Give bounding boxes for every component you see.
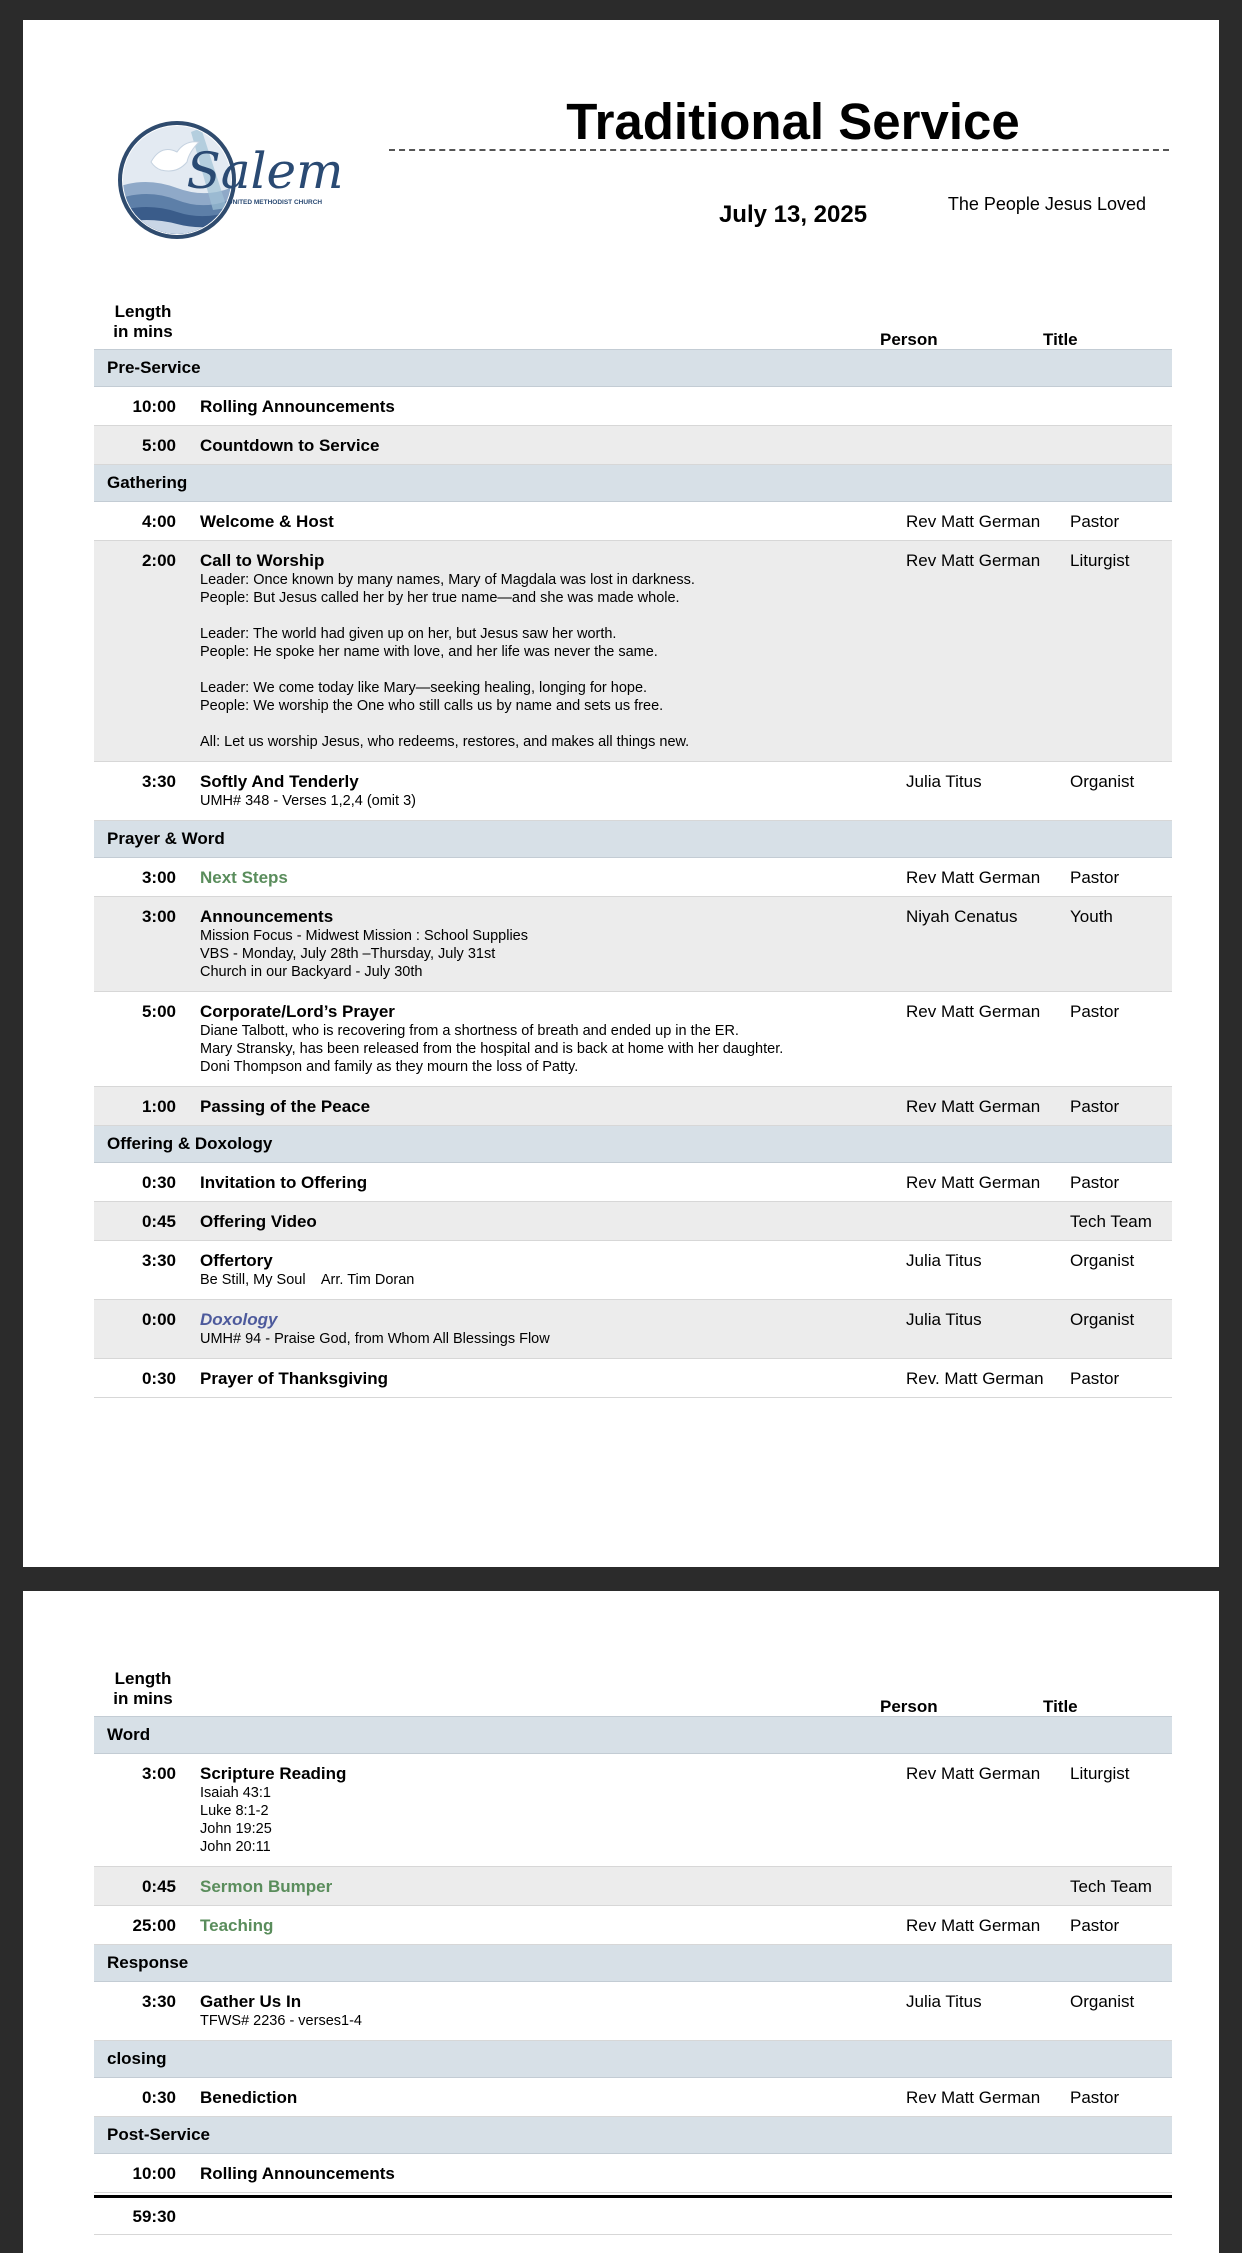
service-item-row bbox=[94, 897, 1172, 992]
item-details bbox=[200, 1330, 920, 1348]
item-person: Rev Matt German bbox=[906, 2088, 1041, 2107]
item-length: 3:30 bbox=[141, 1251, 176, 1270]
item-content bbox=[200, 2164, 920, 2184]
item-title: Announcements bbox=[200, 907, 334, 926]
service-item-row bbox=[94, 1087, 1172, 1126]
section-header bbox=[94, 350, 1172, 387]
item-title: Prayer of Thanksgiving bbox=[200, 1369, 388, 1388]
item-role: Pastor bbox=[1070, 1369, 1120, 1388]
item-title: Doxology bbox=[200, 1310, 278, 1329]
item-content bbox=[200, 512, 920, 532]
item-length: 0:30 bbox=[141, 1173, 176, 1192]
service-page-1 bbox=[23, 20, 1219, 1567]
item-title: Scripture Reading bbox=[200, 1764, 347, 1783]
item-content bbox=[200, 1916, 920, 1936]
item-details bbox=[200, 571, 920, 751]
service-item-row bbox=[94, 1202, 1172, 1241]
item-title: Next Steps bbox=[200, 868, 288, 887]
item-title: Corporate/Lord’s Prayer bbox=[200, 1002, 395, 1021]
item-role: Organist bbox=[1070, 772, 1135, 791]
section-header bbox=[94, 821, 1172, 858]
item-content bbox=[200, 1369, 920, 1389]
section-header bbox=[94, 2117, 1172, 2154]
item-role: Pastor bbox=[1070, 512, 1120, 531]
item-detail-line bbox=[200, 661, 920, 679]
item-detail-line bbox=[200, 607, 920, 625]
item-length: 0:45 bbox=[141, 1212, 176, 1231]
item-person: Rev Matt German bbox=[906, 1173, 1041, 1192]
service-item-row bbox=[94, 1867, 1172, 1906]
service-title: Traditional Service bbox=[566, 93, 1020, 150]
length-column-header-p2: Length in mins bbox=[113, 1669, 173, 1708]
item-title: Countdown to Service bbox=[200, 436, 380, 455]
item-length: 3:00 bbox=[141, 1764, 176, 1783]
item-role: Youth bbox=[1070, 907, 1113, 926]
item-person: Niyah Cenatus bbox=[906, 907, 1018, 926]
section-header bbox=[94, 2041, 1172, 2078]
item-role: Pastor bbox=[1070, 2088, 1120, 2107]
item-title: Softly And Tenderly bbox=[200, 772, 359, 791]
item-detail-line: Mary Stransky, has been released from the hospital and is back at home with her daughter. bbox=[200, 1041, 784, 1057]
item-role: Organist bbox=[1070, 1310, 1135, 1329]
service-item-row bbox=[94, 387, 1172, 426]
svg-text:UNITED METHODIST CHURCH: UNITED METHODIST CHURCH bbox=[227, 199, 323, 206]
item-title: Gather Us In bbox=[200, 1992, 302, 2011]
section-header bbox=[94, 1717, 1172, 1754]
item-title: Offertory bbox=[200, 1251, 273, 1270]
section-title: Prayer & Word bbox=[107, 829, 225, 848]
section-title: Post-Service bbox=[107, 2125, 210, 2144]
item-content bbox=[200, 1764, 920, 1856]
item-title: Welcome & Host bbox=[200, 512, 334, 531]
item-detail-line: UMH# 94 - Praise God, from Whom All Blessings Flow bbox=[200, 1331, 550, 1347]
item-title: Invitation to Offering bbox=[200, 1173, 368, 1192]
title-column-header-p2: Title bbox=[1043, 1697, 1078, 1716]
section-title: Pre-Service bbox=[107, 358, 201, 377]
item-content bbox=[200, 1097, 920, 1117]
item-detail-line: Diane Talbott, who is recovering from a shortness of breath and ended up in the ER. bbox=[200, 1023, 739, 1039]
item-length: 0:30 bbox=[141, 1369, 176, 1388]
service-item-row bbox=[94, 992, 1172, 1087]
item-content bbox=[200, 907, 920, 981]
item-title: Offering Video bbox=[200, 1212, 317, 1231]
item-length: 3:30 bbox=[141, 772, 176, 791]
section-header bbox=[94, 1945, 1172, 1982]
section-title: Word bbox=[107, 1725, 151, 1744]
order-of-service-table-p2 bbox=[94, 1716, 1172, 2235]
total-row bbox=[94, 2195, 1172, 2235]
item-length: 4:00 bbox=[141, 512, 176, 531]
item-person: Julia Titus bbox=[906, 1310, 982, 1329]
length-column-header: Length in mins bbox=[113, 302, 173, 341]
item-details bbox=[200, 1784, 920, 1856]
service-item-row bbox=[94, 1300, 1172, 1359]
section-title: Response bbox=[107, 1953, 189, 1972]
item-detail-line: People: We worship the One who still calls us by name and sets us free. bbox=[200, 698, 664, 714]
section-title: Gathering bbox=[107, 473, 188, 492]
item-length: 2:00 bbox=[141, 551, 176, 570]
service-item-row bbox=[94, 1163, 1172, 1202]
item-content bbox=[200, 1310, 920, 1348]
item-length: 0:45 bbox=[141, 1877, 176, 1896]
service-item-row bbox=[94, 2154, 1172, 2193]
service-theme: The People Jesus Loved bbox=[947, 194, 1146, 214]
service-item-row bbox=[94, 1982, 1172, 2041]
service-item-row bbox=[94, 858, 1172, 897]
service-page-2 bbox=[23, 1591, 1219, 2253]
item-length: 3:30 bbox=[141, 1992, 176, 2011]
person-column-header-p2: Person bbox=[880, 1697, 938, 1716]
item-person: Julia Titus bbox=[906, 1992, 982, 2011]
item-person: Rev Matt German bbox=[906, 551, 1041, 570]
item-detail-line: Church in our Backyard - July 30th bbox=[200, 964, 423, 980]
item-detail-line: Leader: We come today like Mary—seeking healing, longing for hope. bbox=[200, 680, 648, 696]
item-person: Rev Matt German bbox=[906, 1916, 1041, 1935]
item-length: 5:00 bbox=[141, 1002, 176, 1021]
item-details bbox=[200, 1271, 920, 1289]
item-detail-line: VBS - Monday, July 28th –Thursday, July 31st bbox=[200, 946, 496, 962]
item-length: 3:00 bbox=[141, 868, 176, 887]
item-title: Teaching bbox=[200, 1916, 274, 1935]
order-of-service-table bbox=[94, 349, 1172, 1398]
title-column-header: Title bbox=[1043, 330, 1078, 349]
item-detail-line: Mission Focus - Midwest Mission : School Supplies bbox=[200, 928, 528, 944]
service-item-row bbox=[94, 1754, 1172, 1867]
item-content bbox=[200, 397, 920, 417]
item-length: 0:00 bbox=[141, 1310, 176, 1329]
item-person: Rev. Matt German bbox=[906, 1369, 1044, 1388]
item-title: Rolling Announcements bbox=[200, 2164, 395, 2183]
item-role: Organist bbox=[1070, 1251, 1135, 1270]
item-detail-line: UMH# 348 - Verses 1,2,4 (omit 3) bbox=[200, 793, 416, 809]
item-content bbox=[200, 436, 920, 456]
item-title: Call to Worship bbox=[200, 551, 325, 570]
item-person: Rev Matt German bbox=[906, 868, 1041, 887]
section-header bbox=[94, 1126, 1172, 1163]
item-person: Rev Matt German bbox=[906, 1002, 1041, 1021]
service-item-row bbox=[94, 541, 1172, 762]
item-detail-line: John 19:25 bbox=[200, 1821, 272, 1837]
item-content bbox=[200, 1173, 920, 1193]
item-detail-line: People: But Jesus called her by her true name—and she was made whole. bbox=[200, 590, 680, 606]
item-title: Passing of the Peace bbox=[200, 1097, 371, 1116]
item-detail-line: Be Still, My Soul Arr. Tim Doran bbox=[200, 1272, 415, 1288]
item-content bbox=[200, 1992, 920, 2030]
section-header bbox=[94, 465, 1172, 502]
total-length: 59:30 bbox=[132, 2207, 176, 2226]
item-detail-line: Leader: The world had given up on her, but Jesus saw her worth. bbox=[200, 626, 617, 642]
item-content bbox=[200, 2088, 920, 2108]
item-details bbox=[200, 2012, 920, 2030]
service-item-row bbox=[94, 1359, 1172, 1398]
item-length: 0:30 bbox=[141, 2088, 176, 2107]
item-detail-line: People: He spoke her name with love, and her life was never the same. bbox=[200, 644, 658, 660]
item-details bbox=[200, 927, 920, 981]
item-role: Pastor bbox=[1070, 1916, 1120, 1935]
item-role: Tech Team bbox=[1070, 1877, 1152, 1896]
service-item-row bbox=[94, 502, 1172, 541]
service-item-row bbox=[94, 2078, 1172, 2117]
item-person: Rev Matt German bbox=[906, 1097, 1041, 1116]
service-item-row bbox=[94, 1241, 1172, 1300]
item-role: Pastor bbox=[1070, 1173, 1120, 1192]
section-title: closing bbox=[107, 2049, 167, 2068]
item-role: Organist bbox=[1070, 1992, 1135, 2011]
item-length: 5:00 bbox=[141, 436, 176, 455]
item-role: Tech Team bbox=[1070, 1212, 1152, 1231]
item-detail-line: All: Let us worship Jesus, who redeems, restores, and makes all things new. bbox=[200, 734, 690, 750]
item-role: Pastor bbox=[1070, 1097, 1120, 1116]
item-detail-line: Luke 8:1-2 bbox=[200, 1803, 269, 1819]
item-title: Rolling Announcements bbox=[200, 397, 395, 416]
section-title: Offering & Doxology bbox=[107, 1134, 273, 1153]
item-title: Benediction bbox=[200, 2088, 298, 2107]
item-content bbox=[200, 551, 920, 751]
item-detail-line: Doni Thompson and family as they mourn the loss of Patty. bbox=[200, 1059, 579, 1075]
item-length: 10:00 bbox=[132, 397, 176, 416]
item-content bbox=[200, 1877, 920, 1897]
item-detail-line: Leader: Once known by many names, Mary of Magdala was lost in darkness. bbox=[200, 572, 695, 588]
item-role: Pastor bbox=[1070, 868, 1120, 887]
item-role: Liturgist bbox=[1070, 1764, 1130, 1783]
salem-church-logo bbox=[115, 118, 371, 242]
item-length: 10:00 bbox=[132, 2164, 176, 2183]
item-detail-line: John 20:11 bbox=[200, 1839, 271, 1855]
item-person: Julia Titus bbox=[906, 1251, 982, 1270]
item-detail-line bbox=[200, 715, 920, 733]
person-column-header: Person bbox=[880, 330, 938, 349]
item-detail-line: TFWS# 2236 - verses1-4 bbox=[200, 2013, 362, 2029]
item-content bbox=[200, 868, 920, 888]
service-date: July 13, 2025 bbox=[718, 201, 868, 228]
item-length: 3:00 bbox=[141, 907, 176, 926]
item-detail-line: Isaiah 43:1 bbox=[200, 1785, 271, 1801]
item-content bbox=[200, 1212, 920, 1232]
item-content bbox=[200, 772, 920, 810]
item-content bbox=[200, 1251, 920, 1289]
item-content bbox=[200, 1002, 920, 1076]
item-title: Sermon Bumper bbox=[200, 1877, 333, 1896]
item-role: Pastor bbox=[1070, 1002, 1120, 1021]
item-length: 1:00 bbox=[141, 1097, 176, 1116]
service-item-row bbox=[94, 1906, 1172, 1945]
item-details bbox=[200, 792, 920, 810]
service-item-row bbox=[94, 762, 1172, 821]
item-person: Rev Matt German bbox=[906, 1764, 1041, 1783]
item-role: Liturgist bbox=[1070, 551, 1130, 570]
svg-text:Salem: Salem bbox=[186, 142, 344, 200]
item-person: Rev Matt German bbox=[906, 512, 1041, 531]
item-person: Julia Titus bbox=[906, 772, 982, 791]
service-item-row bbox=[94, 426, 1172, 465]
item-details bbox=[200, 1022, 920, 1076]
title-divider bbox=[389, 149, 1169, 151]
item-length: 25:00 bbox=[132, 1916, 176, 1935]
